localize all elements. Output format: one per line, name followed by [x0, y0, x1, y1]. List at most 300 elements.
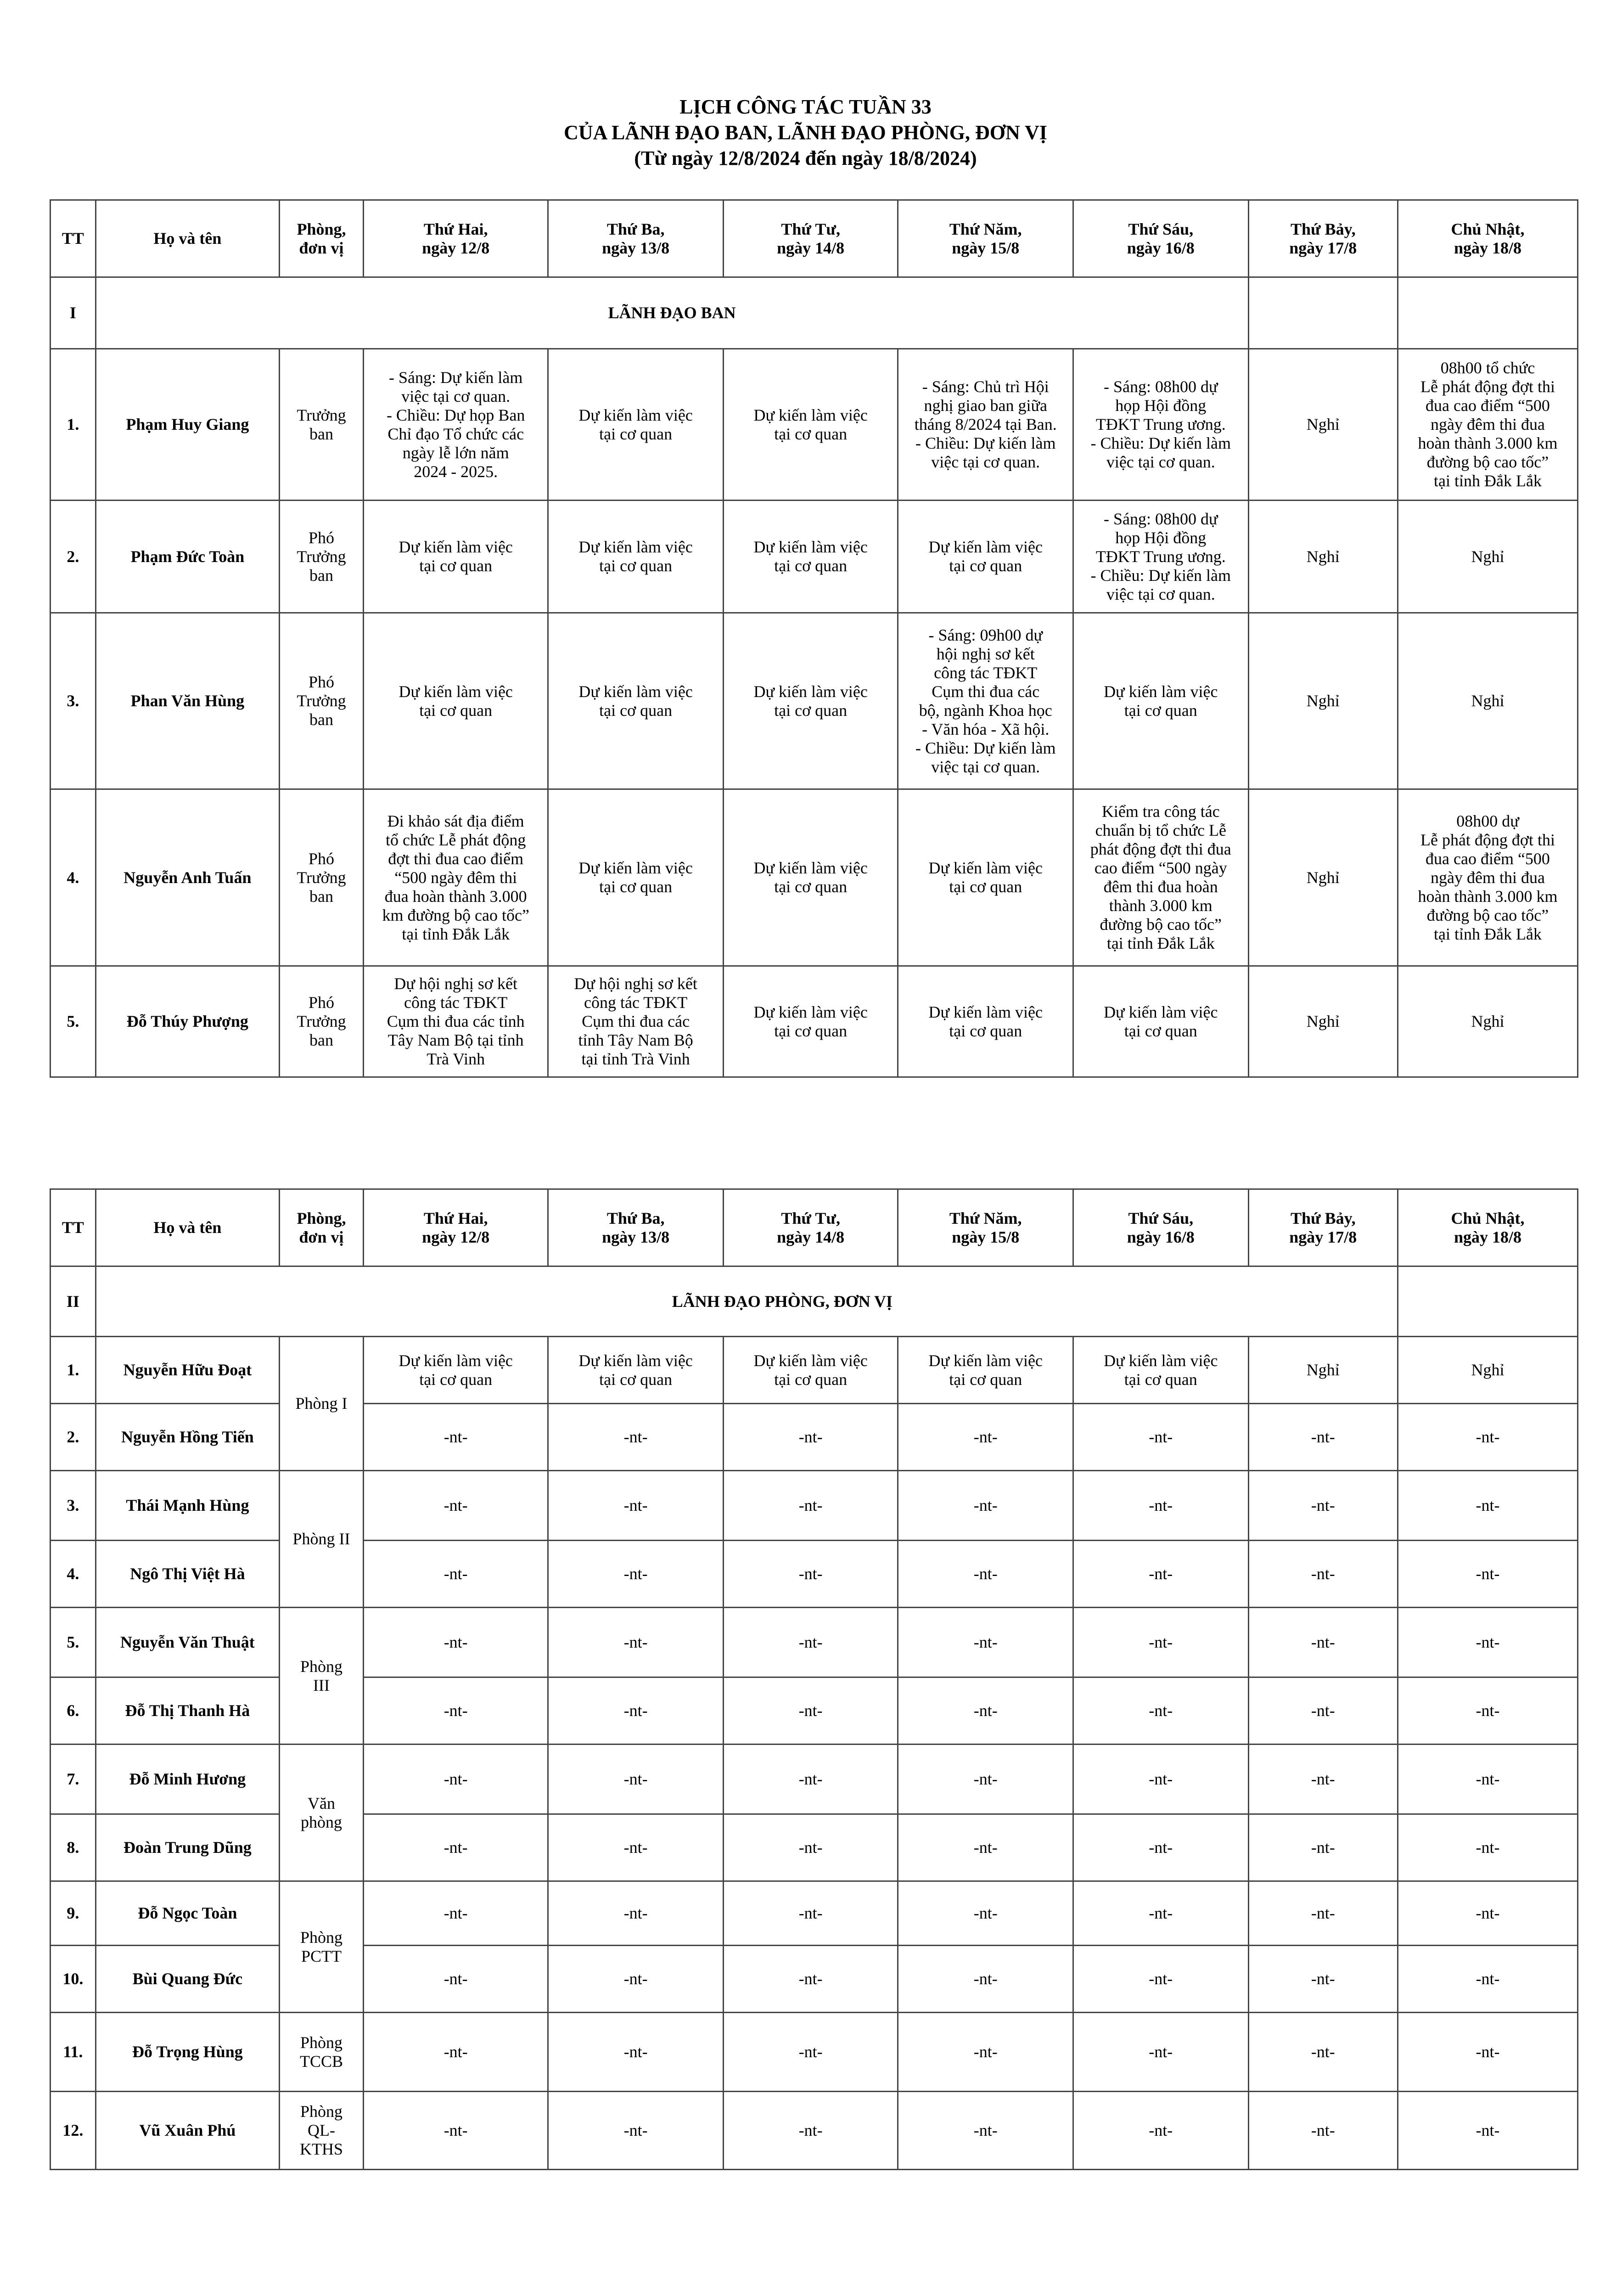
cell-line: tại cơ quan — [599, 878, 673, 896]
table-row — [51, 501, 1578, 613]
schedule-cell: -nt- — [1073, 1881, 1249, 1946]
cell-line: tại tỉnh Đắk Lắk — [1434, 472, 1542, 490]
cell-line: Thứ Hai, — [423, 1209, 488, 1227]
schedule-cell — [364, 613, 548, 789]
cell-line: tại cơ quan — [599, 424, 673, 443]
cell-line: Dự kiến làm việc — [399, 1351, 513, 1370]
schedule-cell: -nt- — [548, 1541, 724, 1608]
cell-line: - Chiều: Dự kiến làm — [915, 434, 1056, 452]
table-row — [51, 1881, 1578, 1946]
schedule-cell: -nt- — [1398, 1745, 1577, 1814]
cell-line: việc tại cơ quan. — [1106, 585, 1215, 603]
cell-line: - Chiều: Dự kiến làm — [1090, 566, 1231, 585]
cell-line: tại cơ quan — [774, 557, 848, 575]
row-number: 1. — [51, 1337, 96, 1404]
schedule-cell: -nt- — [1248, 1608, 1398, 1677]
schedule-cell: -nt- — [548, 1814, 724, 1881]
cell-line: Chủ Nhật, — [1451, 1209, 1525, 1227]
row-number: 12. — [51, 2092, 96, 2170]
cell-line: đêm thi đua hoàn — [1103, 878, 1218, 896]
schedule-cell — [1398, 501, 1577, 613]
schedule-cell — [364, 501, 548, 613]
cell-line: ban — [309, 887, 334, 906]
row-number: 11. — [51, 2013, 96, 2092]
cell-line: PCTT — [301, 1947, 342, 1965]
schedule-cell: -nt- — [898, 1608, 1073, 1677]
schedule-cell — [1073, 966, 1249, 1077]
cell-line: Phòng I — [295, 1394, 348, 1412]
cell-line: Phó — [309, 849, 335, 868]
cell-line: việc tại cơ quan. — [1106, 453, 1215, 471]
cell-line: Nghỉ — [1471, 1361, 1504, 1379]
unit-cell — [280, 789, 364, 966]
cell-line: Dự hội nghị sơ kết — [394, 974, 517, 993]
section-label: LÃNH ĐẠO PHÒNG, ĐƠN VỊ — [95, 1266, 1398, 1337]
cell-line: ngày 12/8 — [422, 1227, 490, 1246]
cell-line: họp Hội đồng — [1115, 396, 1207, 415]
person-name: Đỗ Minh Hương — [95, 1745, 279, 1814]
header-day — [723, 1189, 898, 1266]
cell-line: Dự kiến làm việc — [928, 1002, 1043, 1021]
table-row — [51, 966, 1578, 1077]
table-row — [51, 2013, 1578, 2092]
cell-line: - Sáng: 09h00 dự — [928, 625, 1043, 644]
row-number: 8. — [51, 1814, 96, 1881]
cell-line: ban — [309, 1031, 334, 1049]
header-row — [51, 200, 1578, 277]
schedule-cell: -nt- — [723, 1677, 898, 1745]
schedule-cell — [898, 1337, 1073, 1404]
cell-line: Dự kiến làm việc — [753, 1002, 868, 1021]
schedule-cell: -nt- — [364, 1745, 548, 1814]
cell-line: tại cơ quan — [419, 557, 493, 575]
person-name: Đoàn Trung Dũng — [95, 1814, 279, 1881]
title-line-1: LỊCH CÔNG TÁC TUẦN 33 — [679, 96, 932, 118]
cell-line: việc tại cơ quan. — [931, 453, 1040, 471]
cell-line: Thứ Sáu, — [1128, 219, 1194, 238]
cell-line: ngày đêm thi đua — [1431, 868, 1545, 887]
cell-line: Dự kiến làm việc — [753, 1351, 868, 1370]
cell-line: tại cơ quan — [419, 701, 493, 720]
cell-line: Thứ Tư, — [781, 1209, 840, 1227]
cell-line: ngày 15/8 — [952, 238, 1020, 257]
schedule-cell — [1073, 1337, 1249, 1404]
cell-line: Dự kiến làm việc — [399, 682, 513, 701]
schedule-cell: -nt- — [364, 1946, 548, 2013]
schedule-cell — [1248, 1337, 1398, 1404]
unit-cell — [280, 1881, 364, 2013]
schedule-cell: -nt- — [1073, 1541, 1249, 1608]
cell-line: Lễ phát động đợt thi — [1420, 830, 1555, 849]
table-row — [51, 1745, 1578, 1814]
schedule-cell — [1073, 613, 1249, 789]
cell-line: Nghỉ — [1306, 1361, 1340, 1379]
cell-line: Dự kiến làm việc — [399, 538, 513, 556]
table-row — [51, 613, 1578, 789]
schedule-cell — [723, 613, 898, 789]
person-name: Phan Văn Hùng — [95, 613, 279, 789]
header-name: Họ và tên — [95, 200, 279, 277]
header-day — [548, 200, 724, 277]
cell-line: - Sáng: Dự kiến làm — [388, 368, 523, 387]
person-name: Nguyễn Hồng Tiến — [95, 1404, 279, 1471]
cell-line: đua cao điểm “500 — [1426, 396, 1550, 415]
cell-line: Phòng — [300, 2033, 343, 2052]
section-number: I — [51, 277, 96, 349]
schedule-cell: -nt- — [364, 1881, 548, 1946]
cell-line: Văn — [308, 1794, 336, 1812]
header-unit — [280, 1189, 364, 1266]
schedule-cell: -nt- — [548, 2092, 724, 2170]
cell-line: ngày 15/8 — [952, 1227, 1020, 1246]
schedule-cell: -nt- — [1248, 1745, 1398, 1814]
cell-line: ngày 16/8 — [1127, 238, 1195, 257]
cell-line: Cụm thi đua các — [932, 682, 1040, 701]
header-day — [1073, 200, 1249, 277]
cell-line: ban — [309, 710, 334, 729]
schedule-cell: -nt- — [1398, 1471, 1577, 1541]
schedule-cell — [548, 613, 724, 789]
schedule-cell: -nt- — [548, 2013, 724, 2092]
schedule-cell: -nt- — [723, 2013, 898, 2092]
cell-line: Thứ Hai, — [423, 219, 488, 238]
schedule-cell: -nt- — [898, 1677, 1073, 1745]
schedule-cell — [898, 501, 1073, 613]
cell-line: ngày 12/8 — [422, 238, 490, 257]
cell-line: Dự kiến làm việc — [928, 1351, 1043, 1370]
schedule-cell: -nt- — [1248, 1677, 1398, 1745]
cell-line: đợt thi đua cao điểm — [388, 849, 524, 868]
cell-line: TCCB — [300, 2052, 343, 2071]
cell-line: Phòng II — [292, 1530, 350, 1548]
section-row — [51, 1266, 1578, 1337]
cell-line: Nghỉ — [1471, 692, 1504, 710]
header-name: Họ và tên — [95, 1189, 279, 1266]
cell-line: Nghỉ — [1306, 547, 1340, 566]
cell-line: tỉnh Tây Nam Bộ — [578, 1031, 693, 1049]
schedule-cell: -nt- — [898, 1946, 1073, 2013]
schedule-cell: -nt- — [1248, 1471, 1398, 1541]
schedule-cell — [1398, 613, 1577, 789]
section-number: II — [51, 1266, 96, 1337]
unit-cell — [280, 1745, 364, 1881]
schedule-cell: -nt- — [1248, 1881, 1398, 1946]
cell-line: tại cơ quan — [949, 1021, 1022, 1040]
schedule-cell: -nt- — [1248, 2092, 1398, 2170]
schedule-cell: -nt- — [1398, 1881, 1577, 1946]
cell-line: tại tỉnh Đắk Lắk — [1434, 924, 1542, 943]
cell-line: ngày 17/8 — [1289, 1227, 1357, 1246]
cell-line: Thứ Sáu, — [1128, 1209, 1194, 1227]
cell-line: đường bộ cao tốc” — [1426, 906, 1549, 924]
cell-line: Dự kiến làm việc — [578, 859, 693, 877]
section-empty-cell — [1398, 1266, 1577, 1337]
title-line-3: (Từ ngày 12/8/2024 đến ngày 18/8/2024) — [634, 147, 977, 169]
schedule-cell: -nt- — [364, 1541, 548, 1608]
table-row — [51, 1471, 1578, 1541]
cell-line: Phòng — [300, 1928, 343, 1947]
schedule-cell — [723, 966, 898, 1077]
cell-line: ngày 14/8 — [777, 1227, 845, 1246]
cell-line: - Sáng: 08h00 dự — [1104, 377, 1218, 396]
table-row — [51, 1608, 1578, 1677]
cell-line: km đường bộ cao tốc” — [382, 906, 529, 924]
cell-line: Thứ Bảy, — [1290, 219, 1356, 238]
row-number: 10. — [51, 1946, 96, 2013]
row-number: 3. — [51, 1471, 96, 1541]
schedule-cell: -nt- — [548, 1404, 724, 1471]
cell-line: Nghỉ — [1471, 1012, 1504, 1030]
schedule-cell: -nt- — [898, 1541, 1073, 1608]
row-number: 1. — [51, 349, 96, 501]
cell-line: Dự kiến làm việc — [928, 538, 1043, 556]
cell-line: 08h00 tổ chức — [1440, 359, 1535, 377]
schedule-cell: -nt- — [1398, 1404, 1577, 1471]
schedule-cell: -nt- — [1248, 1541, 1398, 1608]
cell-line: tại cơ quan — [1124, 1021, 1197, 1040]
schedule-cell — [548, 501, 724, 613]
schedule-cell — [1073, 501, 1249, 613]
schedule-cell: -nt- — [1248, 1404, 1398, 1471]
schedule-cell — [364, 789, 548, 966]
schedule-cell: -nt- — [723, 1471, 898, 1541]
cell-line: Đi khảo sát địa điểm — [387, 811, 524, 830]
schedule-cell: -nt- — [1398, 2092, 1577, 2170]
header-day — [1073, 1189, 1249, 1266]
cell-line: ngày đêm thi đua — [1431, 415, 1545, 433]
cell-line: hội nghị sơ kết — [936, 644, 1035, 663]
cell-line: Dự kiến làm việc — [1104, 682, 1218, 701]
cell-line: Dự kiến làm việc — [753, 538, 868, 556]
cell-line: ngày 14/8 — [777, 238, 845, 257]
row-number: 3. — [51, 613, 96, 789]
schedule-cell: -nt- — [548, 1881, 724, 1946]
cell-line: Phòng — [300, 1657, 343, 1676]
schedule-cell — [548, 349, 724, 501]
schedule-cell — [1248, 966, 1398, 1077]
schedule-cell: -nt- — [898, 1745, 1073, 1814]
schedule-cell: -nt- — [364, 1404, 548, 1471]
cell-line: Cụm thi đua các tỉnh — [387, 1012, 525, 1030]
cell-line: việc tại cơ quan. — [401, 387, 511, 405]
person-name: Vũ Xuân Phú — [95, 2092, 279, 2170]
cell-line: đua hoàn thành 3.000 — [384, 887, 527, 906]
header-day — [898, 200, 1073, 277]
header-day — [548, 1189, 724, 1266]
cell-line: Cụm thi đua các — [582, 1012, 690, 1030]
schedule-cell: -nt- — [1073, 1404, 1249, 1471]
cell-line: Phòng — [300, 2102, 343, 2121]
row-number: 5. — [51, 1608, 96, 1677]
header-day — [364, 1189, 548, 1266]
cell-line: tại cơ quan — [774, 1021, 848, 1040]
cell-line: TĐKT Trung ương. — [1095, 547, 1226, 566]
schedule-cell: -nt- — [1248, 1946, 1398, 2013]
person-name: Đỗ Thúy Phượng — [95, 966, 279, 1077]
cell-line: Dự kiến làm việc — [1104, 1351, 1218, 1370]
person-name: Bùi Quang Đức — [95, 1946, 279, 2013]
cell-line: bộ, ngành Khoa học — [919, 701, 1052, 720]
row-number: 2. — [51, 1404, 96, 1471]
cell-line: tại cơ quan — [599, 557, 673, 575]
schedule-cell: -nt- — [1073, 1677, 1249, 1745]
table-row — [51, 349, 1578, 501]
person-name: Thái Mạnh Hùng — [95, 1471, 279, 1541]
cell-line: tại cơ quan — [774, 701, 848, 720]
cell-line: “500 ngày đêm thi — [394, 868, 517, 887]
schedule-cell — [1398, 789, 1577, 966]
cell-line: tại tỉnh Đắk Lắk — [1106, 934, 1215, 952]
cell-line: Nghỉ — [1306, 692, 1340, 710]
schedule-cell: -nt- — [898, 2013, 1073, 2092]
schedule-cell — [723, 1337, 898, 1404]
cell-line: tổ chức Lễ phát động — [385, 830, 526, 849]
cell-line: công tác TĐKT — [934, 663, 1038, 682]
cell-line: Dự kiến làm việc — [928, 859, 1043, 877]
cell-line: việc tại cơ quan. — [931, 757, 1040, 776]
cell-line: III — [313, 1676, 330, 1694]
cell-line: 2024 - 2025. — [414, 462, 498, 481]
schedule-cell — [1248, 613, 1398, 789]
cell-line: - Sáng: 08h00 dự — [1104, 509, 1218, 528]
schedule-table-leadership — [50, 199, 1578, 1078]
cell-line: tại cơ quan — [1124, 701, 1197, 720]
schedule-cell: -nt- — [1398, 1608, 1577, 1677]
schedule-cell: -nt- — [723, 1814, 898, 1881]
unit-cell — [280, 1471, 364, 1608]
unit-cell — [280, 2092, 364, 2170]
cell-line: Trưởng — [297, 692, 346, 710]
schedule-cell: -nt- — [548, 1677, 724, 1745]
cell-line: Thứ Năm, — [949, 219, 1022, 238]
row-number: 4. — [51, 1541, 96, 1608]
header-unit — [280, 200, 364, 277]
schedule-cell: -nt- — [1073, 1471, 1249, 1541]
schedule-cell: -nt- — [364, 1677, 548, 1745]
cell-line: ngày 17/8 — [1289, 238, 1357, 257]
schedule-cell: -nt- — [898, 1881, 1073, 1946]
schedule-cell: -nt- — [723, 2092, 898, 2170]
schedule-cell — [1398, 349, 1577, 501]
person-name: Phạm Huy Giang — [95, 349, 279, 501]
row-number: 2. — [51, 501, 96, 613]
cell-line: họp Hội đồng — [1115, 528, 1207, 547]
schedule-cell: -nt- — [548, 1471, 724, 1541]
cell-line: Dự kiến làm việc — [753, 405, 868, 424]
title-line-2: CỦA LÃNH ĐẠO BAN, LÃNH ĐẠO PHÒNG, ĐƠN VỊ — [564, 121, 1047, 144]
cell-line: tháng 8/2024 tại Ban. — [914, 415, 1057, 433]
cell-line: ngày 16/8 — [1127, 1227, 1195, 1246]
cell-line: ban — [309, 566, 334, 585]
schedule-cell — [548, 1337, 724, 1404]
cell-line: - Văn hóa - Xã hội. — [922, 720, 1050, 738]
cell-line: Thứ Năm, — [949, 1209, 1022, 1227]
schedule-cell — [898, 349, 1073, 501]
schedule-cell: -nt- — [1073, 1814, 1249, 1881]
schedule-cell: -nt- — [723, 1881, 898, 1946]
cell-line: tại cơ quan — [419, 1370, 493, 1389]
cell-line: Dự kiến làm việc — [578, 682, 693, 701]
row-number: 4. — [51, 789, 96, 966]
cell-line: tại cơ quan — [599, 1370, 673, 1389]
table-row — [51, 2092, 1578, 2170]
schedule-cell — [548, 966, 724, 1077]
schedule-cell: -nt- — [1398, 1541, 1577, 1608]
table-row — [51, 789, 1578, 966]
cell-line: - Chiều: Dự họp Ban — [386, 405, 525, 424]
cell-line: Phó — [309, 528, 335, 547]
schedule-cell: -nt- — [898, 1814, 1073, 1881]
cell-line: tại cơ quan — [774, 878, 848, 896]
header-day — [1398, 200, 1577, 277]
cell-line: QL- — [308, 2121, 336, 2139]
schedule-cell: -nt- — [1073, 1946, 1249, 2013]
schedule-cell: -nt- — [723, 1745, 898, 1814]
cell-line: Thứ Ba, — [606, 219, 665, 238]
cell-line: Trưởng — [297, 868, 346, 887]
cell-line: đơn vị — [299, 238, 344, 257]
person-name: Nguyễn Anh Tuấn — [95, 789, 279, 966]
cell-line: đường bộ cao tốc” — [1426, 453, 1549, 471]
cell-line: ban — [309, 424, 334, 443]
section-row — [51, 277, 1578, 349]
unit-cell — [280, 501, 364, 613]
section-label: LÃNH ĐẠO BAN — [95, 277, 1248, 349]
cell-line: Trà Vinh — [427, 1050, 485, 1068]
schedule-cell: -nt- — [1073, 2013, 1249, 2092]
row-number: 7. — [51, 1745, 96, 1814]
schedule-cell: -nt- — [364, 2092, 548, 2170]
cell-line: ngày 18/8 — [1454, 238, 1521, 257]
schedule-cell: -nt- — [1248, 2013, 1398, 2092]
schedule-cell: -nt- — [1073, 1745, 1249, 1814]
cell-line: hoàn thành 3.000 km — [1418, 887, 1558, 906]
person-name: Ngô Thị Việt Hà — [95, 1541, 279, 1608]
cell-line: Dự hội nghị sơ kết — [574, 974, 697, 993]
cell-line: Dự kiến làm việc — [578, 538, 693, 556]
cell-line: Nghỉ — [1471, 547, 1504, 566]
cell-line: ngày 13/8 — [602, 1227, 670, 1246]
cell-line: KTHS — [300, 2140, 343, 2158]
cell-line: tại cơ quan — [949, 557, 1022, 575]
cell-line: Thứ Tư, — [781, 219, 840, 238]
cell-line: phát động đợt thi đua — [1090, 840, 1231, 858]
schedule-cell: -nt- — [1398, 1946, 1577, 2013]
person-name: Đỗ Ngọc Toàn — [95, 1881, 279, 1946]
schedule-cell — [364, 349, 548, 501]
schedule-cell — [898, 789, 1073, 966]
schedule-table-departments — [50, 1188, 1578, 2170]
cell-line: đơn vị — [299, 1227, 344, 1246]
cell-line: Dự kiến làm việc — [578, 405, 693, 424]
header-tt: TT — [51, 200, 96, 277]
cell-line: đường bộ cao tốc” — [1100, 915, 1222, 934]
cell-line: Trưởng — [297, 405, 346, 424]
cell-line: - Chiều: Dự kiến làm — [915, 738, 1056, 757]
person-name: Nguyễn Văn Thuật — [95, 1608, 279, 1677]
schedule-cell: -nt- — [1073, 2092, 1249, 2170]
person-name: Nguyễn Hữu Đoạt — [95, 1337, 279, 1404]
header-day — [898, 1189, 1073, 1266]
cell-line: Kiểm tra công tác — [1101, 802, 1220, 821]
cell-line: Dự kiến làm việc — [1104, 1002, 1218, 1021]
schedule-cell: -nt- — [1248, 1814, 1398, 1881]
cell-line: thành 3.000 km — [1109, 896, 1212, 915]
schedule-cell — [898, 966, 1073, 1077]
schedule-cell — [898, 613, 1073, 789]
cell-line: Trưởng — [297, 1012, 346, 1030]
cell-line: Phó — [309, 993, 335, 1012]
